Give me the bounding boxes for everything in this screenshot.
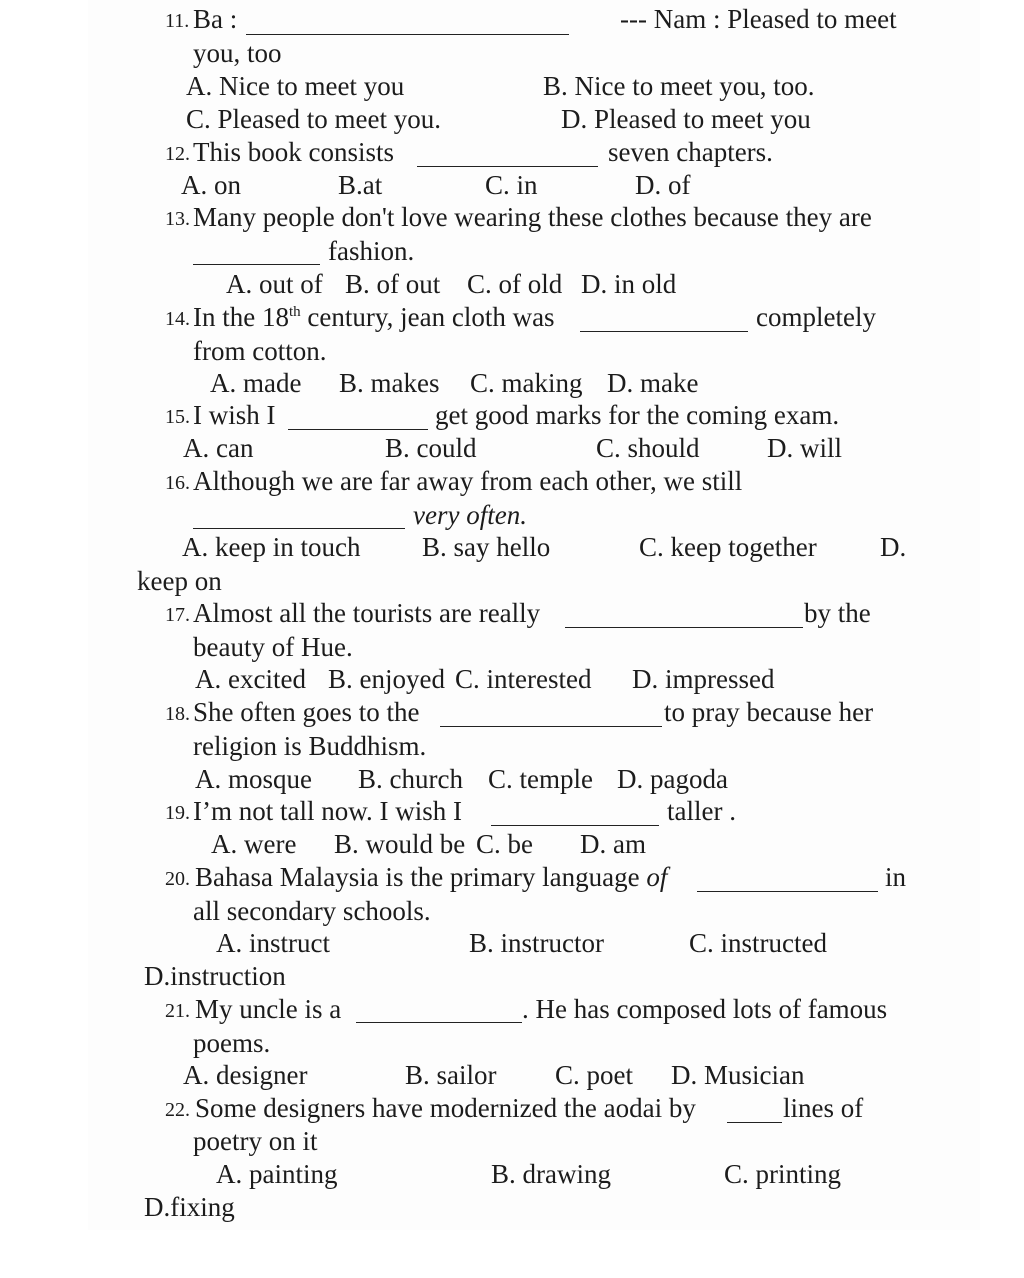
answer-blank — [491, 825, 659, 826]
option-a: A. instruct — [216, 928, 330, 958]
option-d: D. make — [607, 368, 699, 398]
option-a: A. keep in touch — [182, 532, 361, 562]
question-text: fashion. — [328, 236, 415, 266]
question-text: Many people don't love wearing these clothes because they are — [193, 202, 872, 232]
option-d-letter: D. — [880, 532, 907, 562]
option-b: B. of out — [345, 269, 441, 299]
option-b: B. could — [385, 433, 477, 463]
option-a: A. out of — [226, 269, 323, 299]
option-d: D. will — [767, 433, 843, 463]
question-number: 15. — [165, 406, 190, 428]
question-text: --- Nam : Pleased to meet — [620, 4, 897, 34]
option-c: C. be — [476, 829, 533, 859]
option-d: D.fixing — [144, 1192, 235, 1222]
question-text: I’m not tall now. I wish I — [193, 796, 462, 826]
option-c: C. Pleased to meet you. — [186, 104, 441, 134]
option-d: D. impressed — [632, 664, 775, 694]
option-a: A. made — [210, 368, 302, 398]
option-d: D. Pleased to meet you — [561, 104, 811, 134]
question-text: very often. — [413, 500, 527, 530]
option-c: C. poet — [555, 1060, 633, 1090]
option-d: D.instruction — [144, 961, 286, 991]
question-text: Some designers have modernized the aodai by — [195, 1093, 696, 1123]
question-text: . He has composed lots of famous — [522, 994, 888, 1024]
answer-blank — [246, 34, 569, 35]
question-number: 11. — [165, 10, 190, 32]
question-number: 13. — [165, 208, 190, 230]
question-number: 12. — [165, 143, 190, 165]
option-b: B. makes — [339, 368, 440, 398]
answer-blank — [565, 627, 803, 628]
option-c: C. temple — [488, 764, 593, 794]
question-number: 14. — [165, 308, 190, 330]
option-b: B. sailor — [405, 1060, 497, 1090]
option-b: B. say hello — [422, 532, 551, 562]
question-text: Bahasa Malaysia is the primary language of — [195, 862, 668, 892]
answer-blank — [440, 726, 662, 727]
question-text: In the 18th century, jean cloth was — [193, 302, 555, 332]
answer-blank — [288, 429, 428, 430]
question-text: She often goes to the — [193, 697, 420, 727]
question-text: Almost all the tourists are really — [193, 598, 541, 628]
question-text: Ba : — [193, 4, 238, 34]
option-d: keep on — [137, 566, 222, 596]
option-d: D. Musician — [671, 1060, 805, 1090]
question-text: completely — [756, 302, 876, 332]
option-c: C. in — [485, 170, 538, 200]
option-c: C. keep together — [639, 532, 817, 562]
option-a: A. were — [211, 829, 297, 859]
question-text: beauty of Hue. — [193, 632, 353, 662]
question-number: 22. — [165, 1099, 190, 1121]
question-number: 20. — [165, 868, 190, 890]
option-a: A. designer — [183, 1060, 308, 1090]
option-d: D. pagoda — [617, 764, 728, 794]
question-number: 21. — [165, 1000, 190, 1022]
answer-blank — [580, 331, 748, 332]
question-text: poems. — [193, 1028, 271, 1058]
question-number: 18. — [165, 703, 190, 725]
option-c: C. should — [596, 433, 700, 463]
option-b: B. instructor — [469, 928, 604, 958]
option-a: A. can — [183, 433, 254, 463]
answer-blank — [193, 264, 320, 265]
question-text: taller . — [667, 796, 736, 826]
option-c: C. of old — [467, 269, 563, 299]
option-c: C. instructed — [689, 928, 827, 958]
question-number: 19. — [165, 802, 190, 824]
question-text: all secondary schools. — [193, 896, 431, 926]
question-number: 17. — [165, 604, 190, 626]
question-text: to pray because her — [664, 697, 874, 727]
question-text: Although we are far away from each other, we still — [193, 466, 743, 496]
question-text: This book consists — [193, 137, 395, 167]
question-text: I wish I — [193, 400, 276, 430]
option-b: B. Nice to meet you, too. — [543, 71, 815, 101]
option-c: C. interested — [455, 664, 592, 694]
option-c: C. making — [470, 368, 583, 398]
option-a: A. mosque — [195, 764, 312, 794]
option-c: C. printing — [724, 1159, 842, 1189]
option-b: B. church — [358, 764, 463, 794]
question-text: in — [885, 862, 907, 892]
question-text: lines of — [783, 1093, 864, 1123]
question-text: My uncle is a — [195, 994, 342, 1024]
question-text: get good marks for the coming exam. — [435, 400, 840, 430]
question-text: poetry on it — [193, 1126, 318, 1156]
question-text: you, too — [193, 38, 282, 68]
answer-blank — [727, 1122, 782, 1123]
option-d: D. am — [580, 829, 646, 859]
question-text: religion is Buddhism. — [193, 731, 427, 761]
option-a: A. Nice to meet you — [186, 71, 405, 101]
question-text: from cotton. — [193, 336, 327, 366]
option-a: A. excited — [195, 664, 306, 694]
option-b: B. would be — [334, 829, 466, 859]
option-d: D. of — [635, 170, 691, 200]
option-b: B. enjoyed — [328, 664, 445, 694]
answer-blank — [356, 1022, 522, 1023]
answer-blank — [193, 528, 405, 529]
option-a: A. painting — [216, 1159, 338, 1189]
option-b: B. drawing — [491, 1159, 611, 1189]
question-text: by the — [804, 598, 871, 628]
option-d: D. in old — [581, 269, 677, 299]
question-number: 16. — [165, 472, 190, 494]
question-text: seven chapters. — [608, 137, 773, 167]
answer-blank — [417, 166, 598, 167]
answer-blank — [697, 891, 878, 892]
option-b: B.at — [338, 170, 383, 200]
option-a: A. on — [181, 170, 241, 200]
